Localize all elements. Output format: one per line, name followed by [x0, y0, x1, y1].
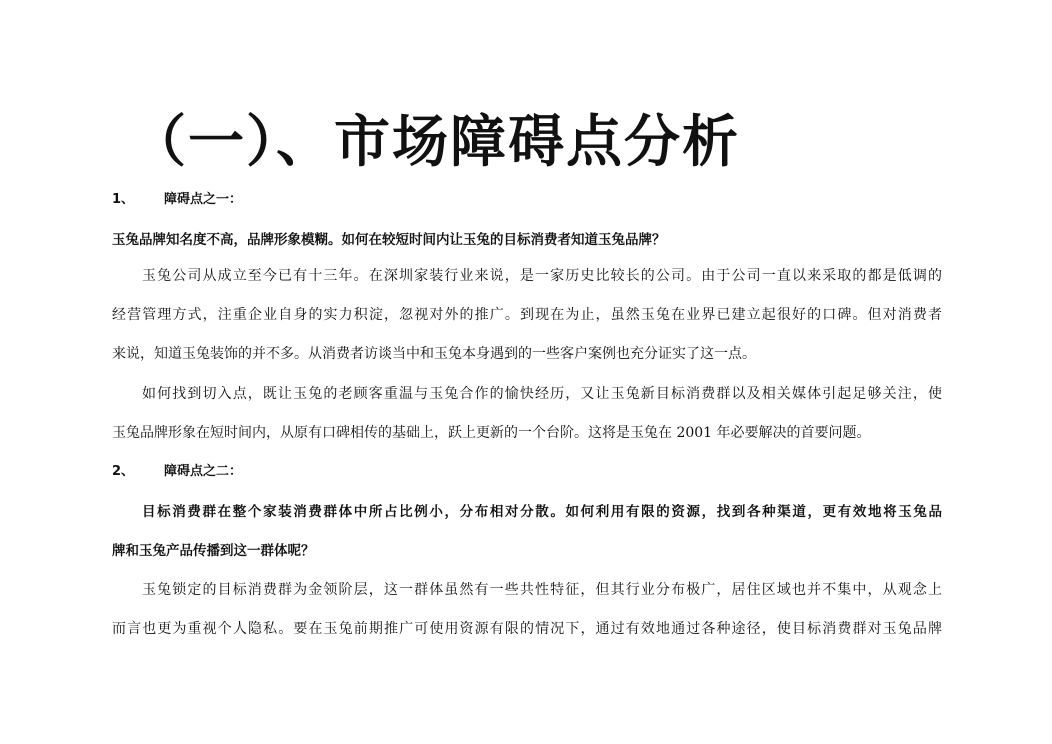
section-2-para-1-line-1: 玉兔锁定的目标消费群为金领阶层，这一群体虽然有一些共性特征，但其行业分布极广，居住区域也并不集中，从观念上 — [142, 582, 942, 598]
section-1-heading — [112, 190, 242, 210]
section-2-number: 2、 — [112, 464, 135, 479]
section-2-para-1-line-2: 而言也更为重视个人隐私。要在玉兔前期推广可使用资源有限的情况下，通过有效地通过各种途径，使目标消费群对玉兔品牌 — [112, 621, 942, 637]
section-1-number: 1、 — [112, 192, 135, 207]
section-1-label: 障碍点之一： — [164, 192, 243, 207]
section-2-heading — [112, 462, 242, 482]
section-1-para-2-line-2: 玉兔品牌形象在短时间内，从原有口碑相传的基础上，跃上更新的一个台阶。这将是玉兔在 2001 年必要解决的首要问题。 — [112, 425, 871, 441]
section-1-para-1-line-1: 玉兔公司从成立至今已有十三年。在深圳家装行业来说，是一家历史比较长的公司。由于公司一直以来采取的都是低调的 — [142, 268, 942, 284]
section-1-question: 玉兔品牌知名度不高，品牌形象模糊。如何在较短时间内让玉兔的目标消费者知道玉兔品牌？ — [112, 232, 666, 248]
section-2-question-line-1: 目标消费群在整个家装消费群体中所占比例小，分布相对分散。如何利用有限的资源，找到各种渠道，更有效地将玉兔品 — [142, 504, 942, 520]
section-2-question-line-2: 牌和玉兔产品传播到这一群体呢？ — [112, 543, 315, 559]
section-1-para-1-line-3: 来说，知道玉兔装饰的并不多。从消费者访谈当中和玉兔本身遇到的一些客户案例也充分证实了这一点。 — [112, 346, 756, 362]
section-2-label: 障碍点之二： — [164, 464, 243, 479]
page-title: （一）、市场障碍点分析 — [130, 110, 740, 175]
section-1-para-1-line-2: 经营管理方式，注重企业自身的实力积淀，忽视对外的推广。到现在为止，虽然玉兔在业界已建立起很好的口碑。但对消费者 — [112, 307, 942, 323]
section-1-para-2-line-1: 如何找到切入点，既让玉兔的老顾客重温与玉兔合作的愉快经历，又让玉兔新目标消费群以及相关媒体引起足够关注，使 — [142, 386, 942, 402]
